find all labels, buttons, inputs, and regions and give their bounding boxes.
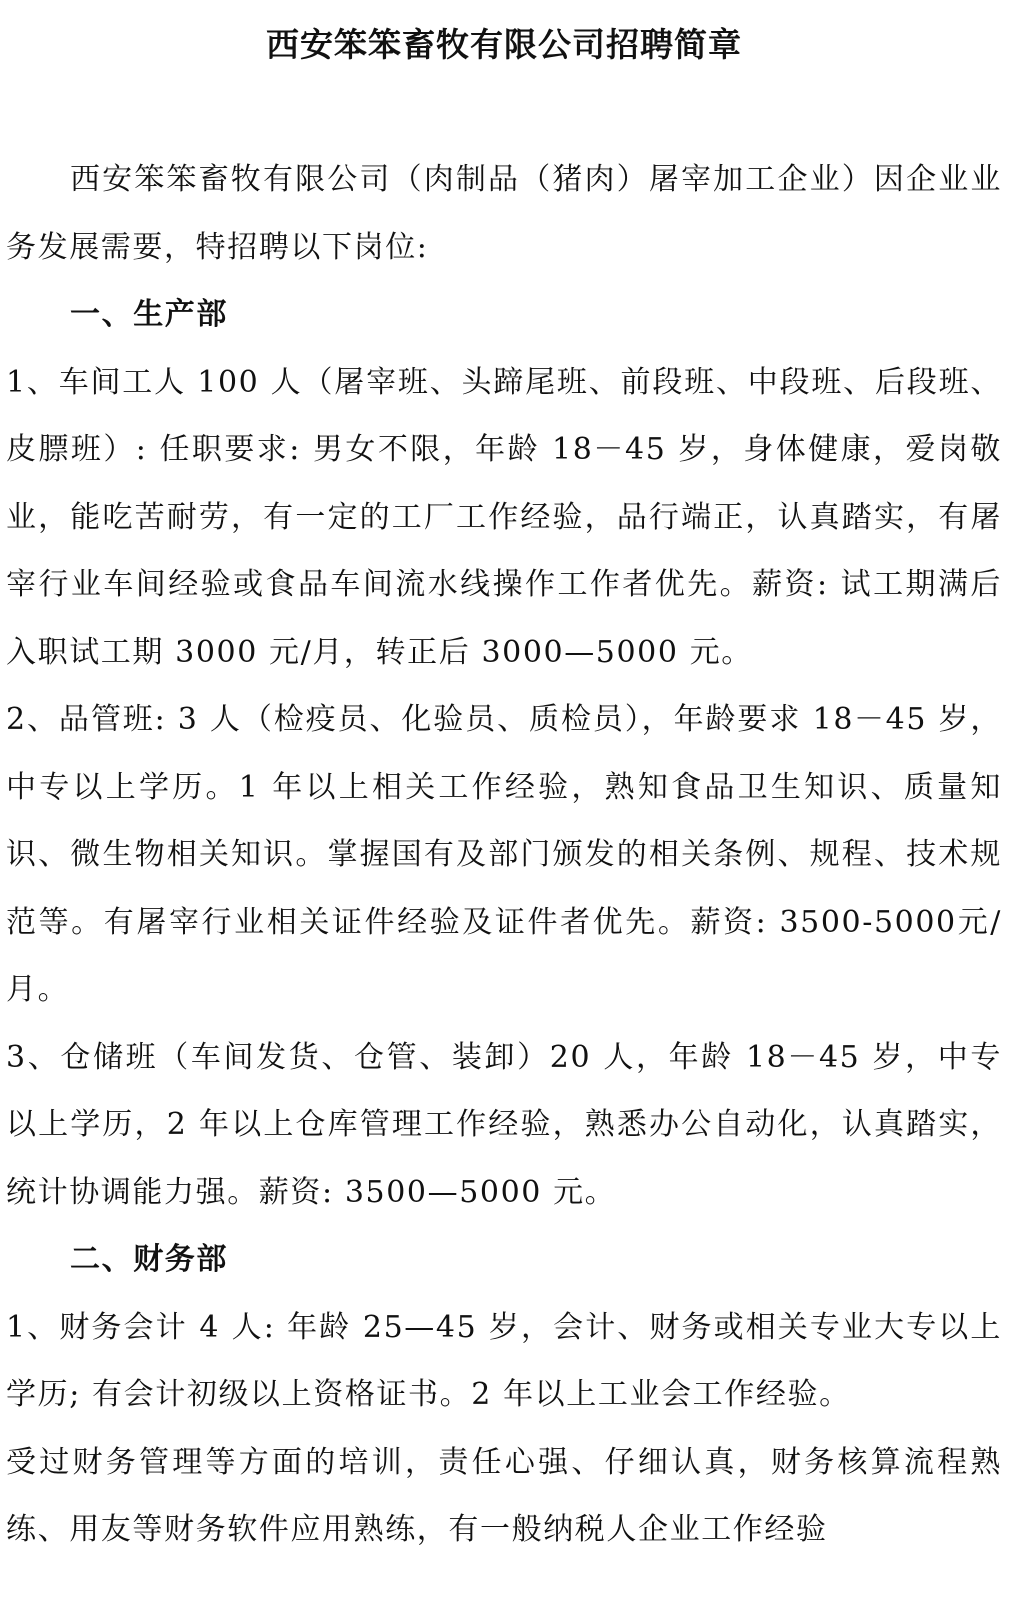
intro-paragraph: 西安笨笨畜牧有限公司（肉制品（猪肉）屠宰加工企业）因企业业务发展需要，特招聘以下岗位: (6, 162, 1002, 265)
job-item-warehouse: 3、仓储班（车间发货、仓管、装卸）20 人，年龄 18－45 岁，中专以上学历，2 年以上仓库管理工作经验，熟悉办公自动化，认真踏实，统计协调能力强。薪资: 3500—5000 元。 (6, 1039, 1002, 1210)
job-item-workshop-workers: 1、车间工人 100 人（屠宰班、头蹄尾班、前段班、中段班、后段班、皮膘班）: 任职要求: 男女不限，年龄 18－45 岁，身体健康，爱岗敬业，能吃苦耐劳，有一定的工厂工作经验，品行端正，认真踏实，有屠宰行业车间经验或食品车间流水线操作工作者优先。薪资: 试工期满后入职试工期 3000 元/月，转正后 3000—5000 元。 (6, 364, 1002, 670)
job-item-accountant-requirements: 受过财务管理等方面的培训，责任心强、仔细认真，财务核算流程熟练、用友等财务软件应用熟练，有一般纳税人企业工作经验 (6, 1444, 1002, 1547)
job-item-quality-control: 2、品管班: 3 人（检疫员、化验员、质检员），年龄要求 18－45 岁，中专以上学历。1 年以上相关工作经验，熟知食品卫生知识、质量知识、微生物相关知识。掌握国有及部门颁发的相关条例、规程、技术规范等。有屠宰行业相关证件经验及证件者优先。薪资: 3500-5000元/月。 (6, 702, 1002, 1007)
section-heading-finance: 二、财务部 (70, 1242, 228, 1277)
document-title: 西安笨笨畜牧有限公司招聘简章 (266, 25, 742, 64)
job-item-accountant: 1、财务会计 4 人: 年龄 25—45 岁，会计、财务或相关专业大专以上学历; 有会计初级以上资格证书。2 年以上工业会工作经验。 (6, 1309, 1002, 1412)
document-body (6, 146, 1002, 1564)
section-heading-production: 一、生产部 (70, 297, 228, 332)
